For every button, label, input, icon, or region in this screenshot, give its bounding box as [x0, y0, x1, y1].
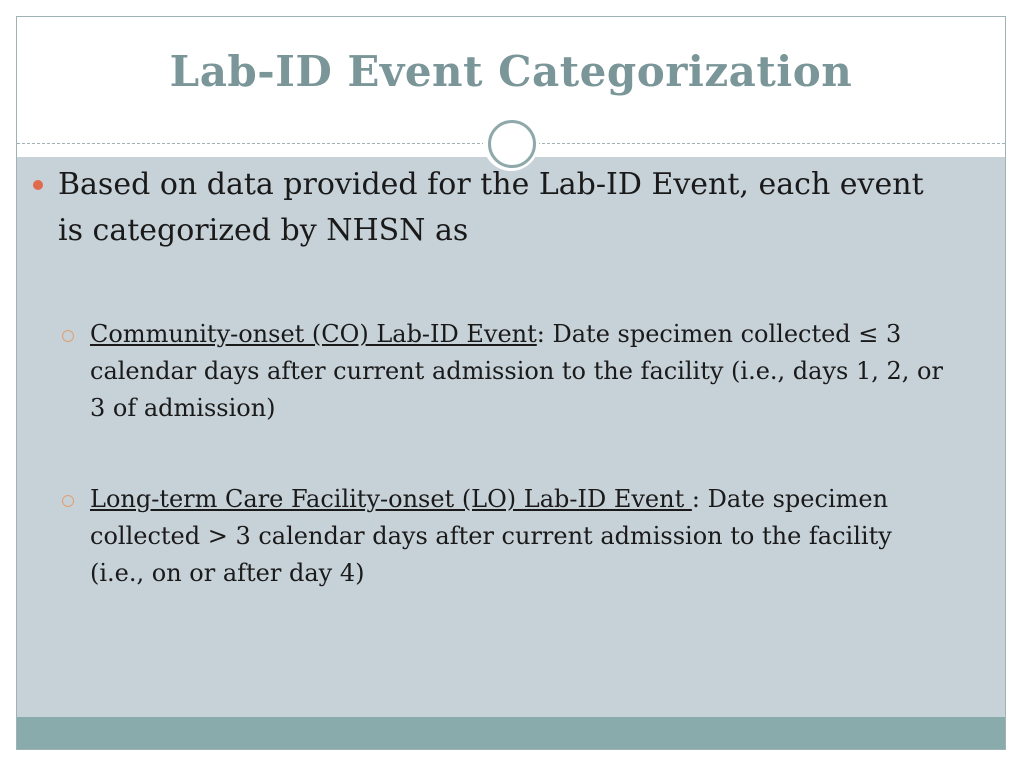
main-bullet-text: Based on data provided for the Lab-ID Event, each event is categorized by NHSN as [58, 167, 924, 248]
sub-bullet-facility-onset [90, 481, 950, 592]
sub-bullet-term: Community-onset (CO) Lab-ID Event [90, 320, 537, 348]
slide-title: Lab-ID Event Categorization [169, 47, 853, 96]
filled-circle-bullet-icon [33, 180, 43, 190]
hollow-circle-bullet-icon [62, 495, 74, 507]
sub-bullet-description: : Date specimen collected ≤ 3 calendar days after current admission to the facility (i.e., days 1, 2, or 3 of admission) [90, 320, 943, 422]
footer-bar [17, 717, 1005, 750]
hollow-circle-bullet-icon [62, 330, 74, 342]
sub-bullet-description: : Date specimen collected > 3 calendar days after current admission to the facility (i.e., on or after day 4) [90, 485, 892, 587]
sub-bullet-term: Long-term Care Facility-onset (LO) Lab-ID Event [90, 485, 692, 513]
ornament-ring [488, 120, 536, 168]
sub-bullet-community-onset [90, 316, 950, 427]
